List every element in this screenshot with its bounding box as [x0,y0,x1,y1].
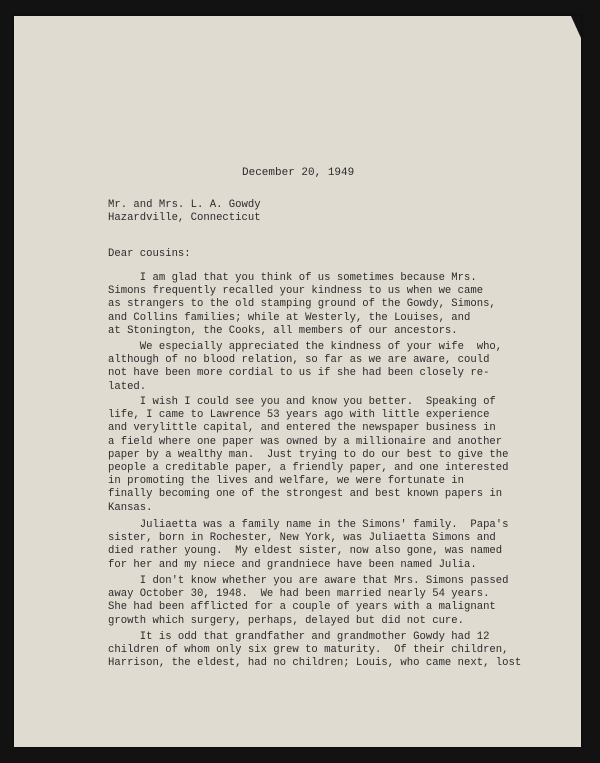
text-line: children of whom only six grew to maturity. Of their children, [108,644,509,657]
paragraph-5 [108,575,509,628]
text-line: Simons frequently recalled your kindness to us when we came [108,285,484,298]
text-line: Kansas. [108,501,153,514]
text-line: Juliaetta was a family name in the Simons' family. Papa's [108,519,509,531]
text-line: although of no blood relation, so far as we are aware, could [108,354,490,367]
text-line: away October 30, 1948. We had been married nearly 54 years. [108,588,490,601]
text-line: I am glad that you think of us sometimes because Mrs. [108,272,477,284]
text-line: I don't know whether you are aware that Mrs. Simons passed [108,575,509,587]
text-line: finally becoming one of the strongest and best known papers in [108,488,503,501]
letter-page [14,16,581,747]
text-line: at Stonington, the Cooks, all members of our ancestors. [108,324,458,337]
recipient-address [108,199,261,225]
paragraph-6 [108,631,521,671]
address-line: Hazardville, Connecticut [108,212,261,225]
text-line: lated. [108,380,147,393]
text-line: a field where one paper was owned by a millionaire and another [108,435,503,448]
text-line: for her and my niece and grandniece have been named Julia. [108,558,477,571]
text-line: life, I came to Lawrence 53 years ago with little experience [108,409,490,422]
text-line: I wish I could see you and know you better. Speaking of [108,396,496,408]
text-line: as strangers to the old stamping ground of the Gowdy, Simons, [108,298,496,311]
paragraph-2 [108,341,502,394]
text-line: in promoting the lives and welfare, we were fortunate in [108,475,465,488]
paragraph-4 [108,519,509,572]
salutation: Dear cousins: [108,248,191,260]
text-line: We especially appreciated the kindness of your wife who, [108,341,503,353]
text-line: not have been more cordial to us if she had been closely re- [108,367,490,380]
text-line: It is odd that grandfather and grandmother Gowdy had 12 [108,631,490,643]
address-line: Mr. and Mrs. L. A. Gowdy [108,199,261,211]
text-line: people a creditable paper, a friendly paper, and one interested [108,462,509,475]
text-line: growth which surgery, perhaps, delayed but did not cure. [108,614,465,627]
text-line: sister, born in Rochester, New York, was Juliaetta Simons and [108,532,496,545]
text-line: and Collins families; while at Westerly, the Louises, and [108,311,471,324]
folded-corner [571,16,581,38]
letter-date: December 20, 1949 [242,167,355,179]
text-line: paper by a wealthy man. Just trying to do our best to give the [108,448,509,461]
text-line: She had been afflicted for a couple of years with a malignant [108,601,496,614]
text-line: died rather young. My eldest sister, now also gone, was named [108,545,503,558]
text-line: Harrison, the eldest, had no children; Louis, who came next, lost [108,657,522,670]
paragraph-3 [108,396,509,515]
text-line: and verylittle capital, and entered the newspaper business in [108,422,496,435]
paragraph-1 [108,272,496,338]
